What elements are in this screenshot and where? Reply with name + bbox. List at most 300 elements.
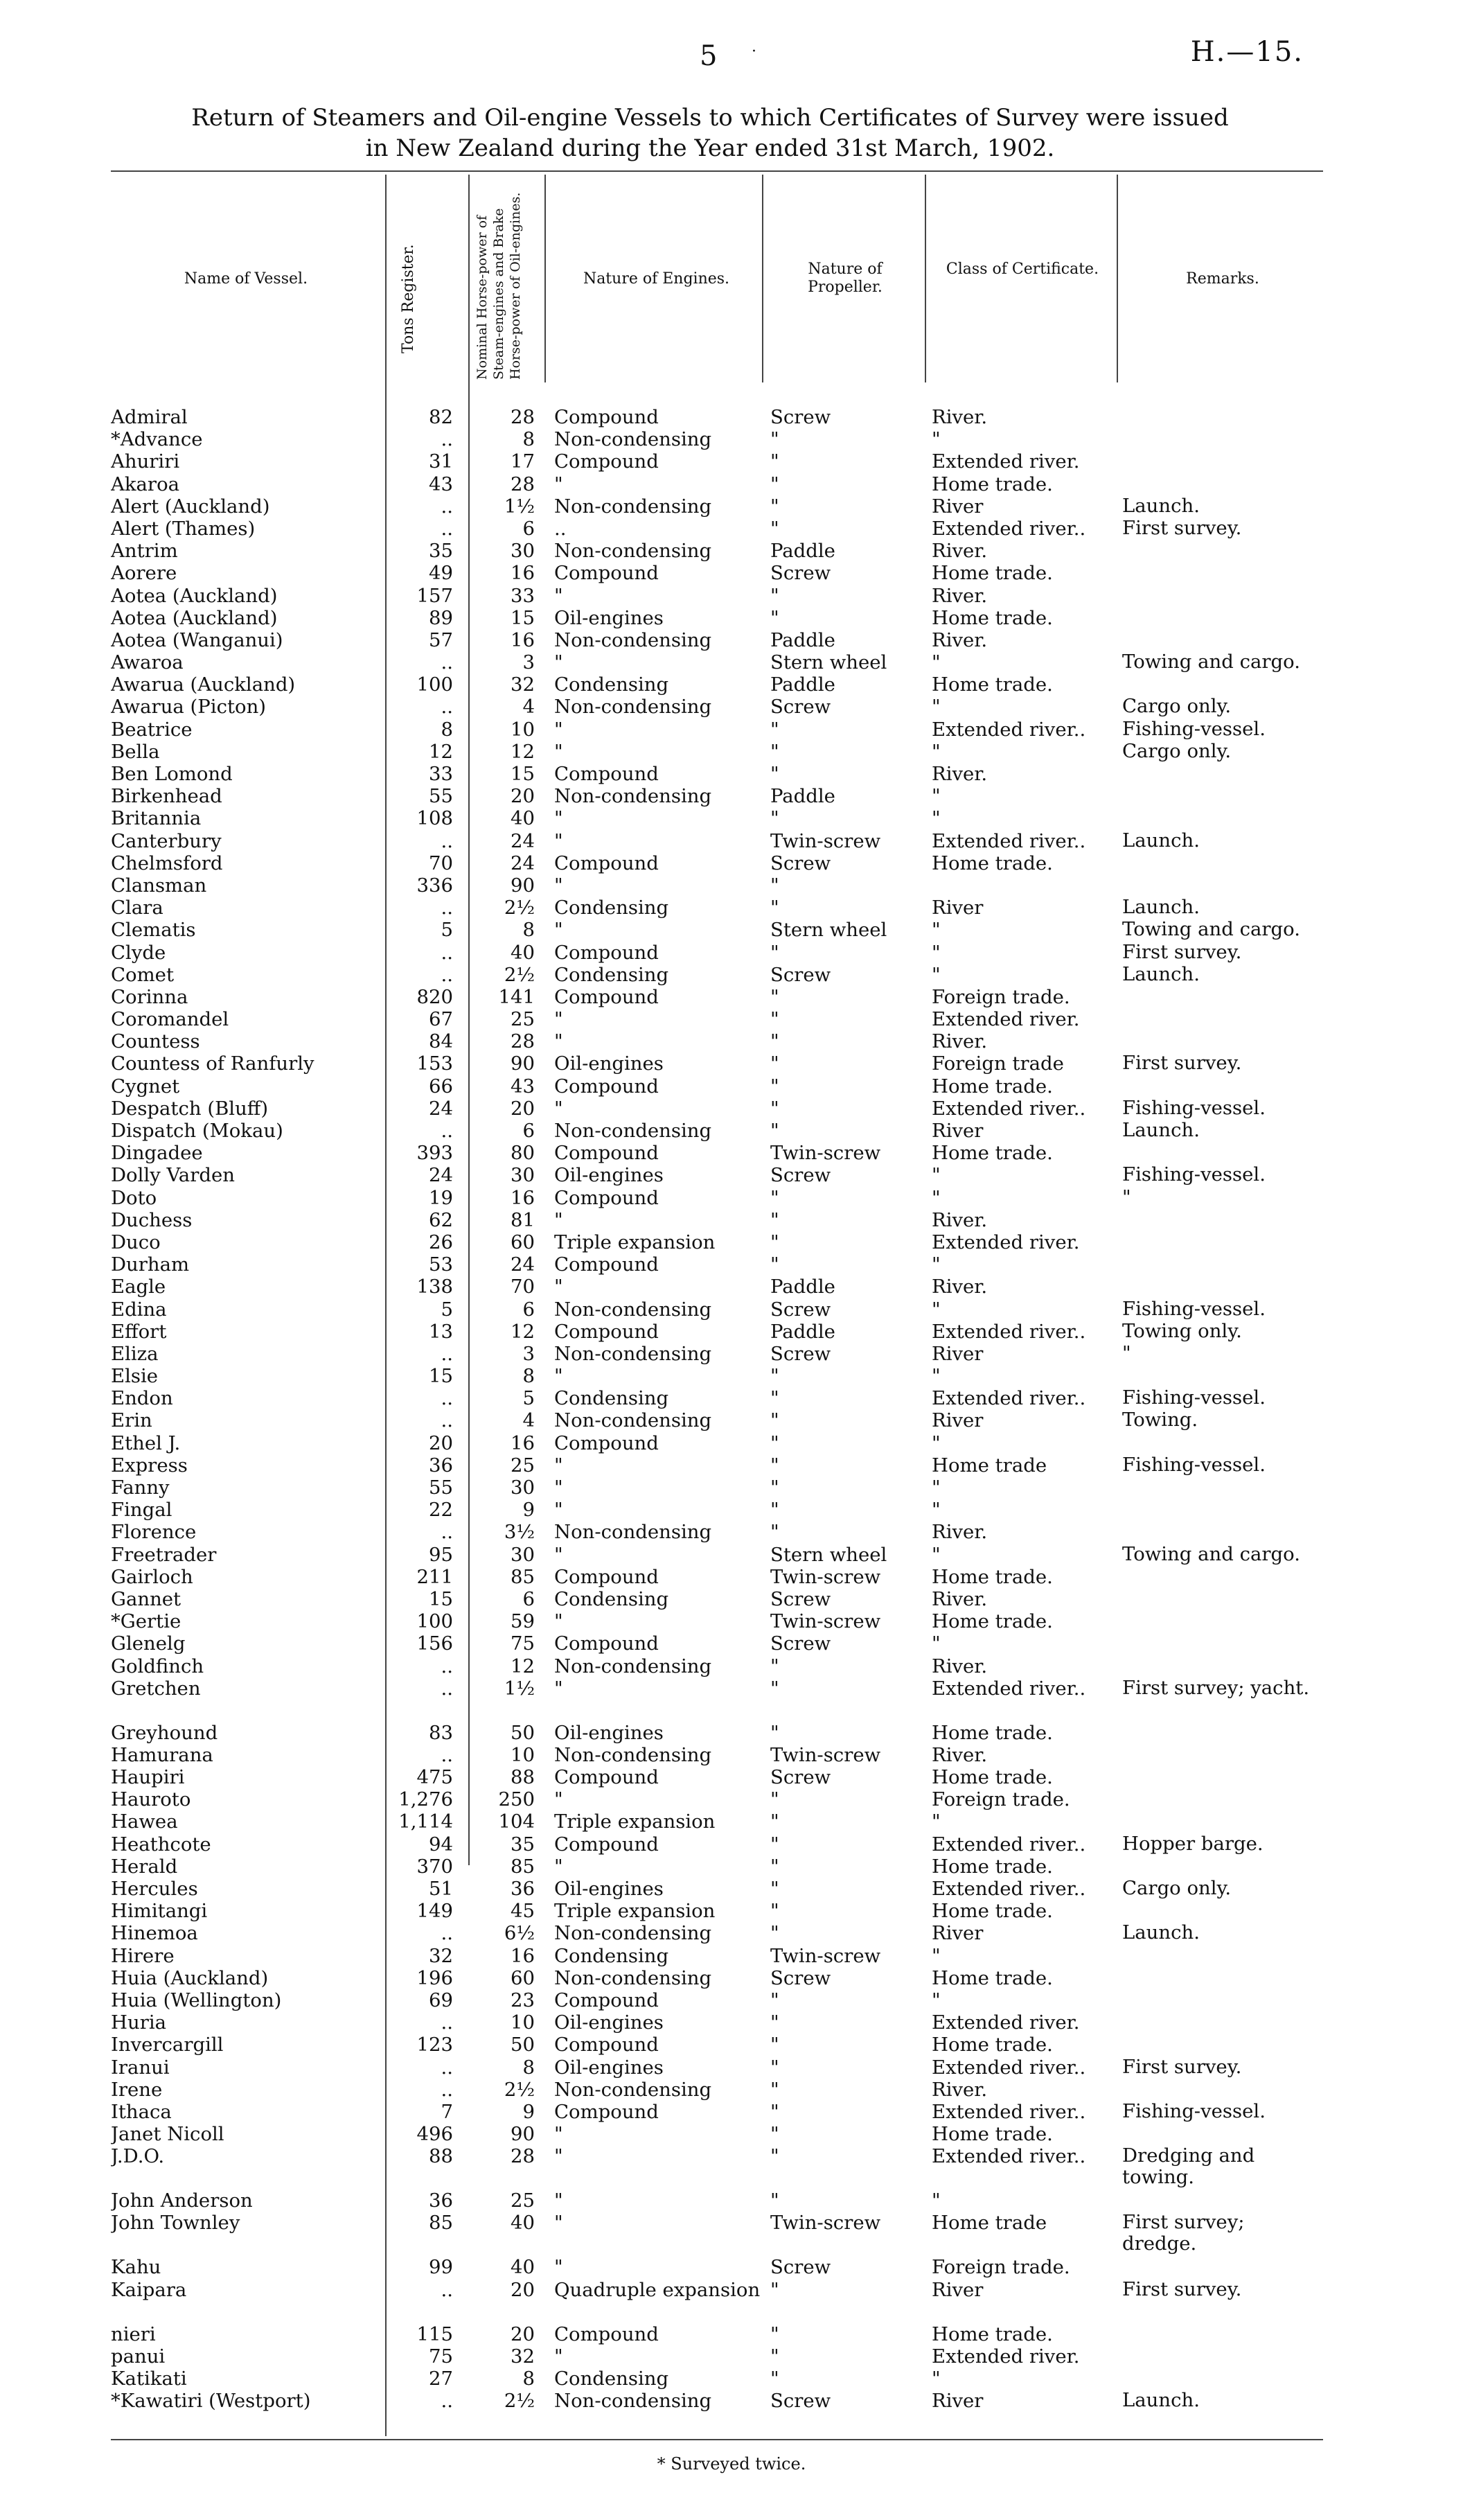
- certificate-class: ": [932, 1431, 941, 1454]
- table-row: [0, 719, 1463, 741]
- nature-of-engines: ": [554, 807, 563, 830]
- nature-of-engines: Condensing: [554, 1387, 669, 1410]
- tons-register: 95: [429, 1543, 453, 1566]
- vessel-name: Despatch (Bluff): [111, 1097, 269, 1120]
- certificate-class: ": [932, 1989, 941, 2011]
- title-line-2: in New Zealand during the Year ended 31st March, 1902.: [365, 134, 1055, 162]
- nature-of-engines: Condensing: [554, 1944, 669, 1967]
- nature-of-engines: ": [554, 1543, 563, 1566]
- horse-power: 23: [511, 1989, 535, 2011]
- table-row: [0, 1544, 1463, 1566]
- certificate-class: River: [932, 2278, 984, 2301]
- vessel-name: John Anderson: [111, 2189, 253, 2212]
- certificate-class: River: [932, 495, 984, 518]
- tons-register: ..: [441, 2011, 453, 2034]
- nature-of-engines: Compound: [554, 1186, 659, 1209]
- vessel-name: Ethel J.: [111, 1431, 181, 1454]
- remarks: Fishing-vessel.: [1122, 1453, 1266, 1476]
- table-row: [0, 473, 1463, 495]
- vessel-name: Clyde: [111, 941, 166, 964]
- tons-register: 36: [429, 1454, 453, 1477]
- certificate-class: ": [932, 963, 941, 986]
- nature-of-propeller: Screw: [770, 1632, 831, 1655]
- tons-register: ..: [441, 495, 453, 518]
- vessel-name: Irene: [111, 2078, 163, 2101]
- nature-of-propeller: ": [770, 2345, 779, 2368]
- nature-of-propeller: Screw: [770, 852, 831, 874]
- table-row: [0, 1878, 1463, 1900]
- nature-of-propeller: ": [770, 1097, 779, 1120]
- horse-power: 141: [498, 985, 535, 1008]
- vessel-name: Hirere: [111, 1944, 175, 1967]
- certificate-class: Foreign trade.: [932, 2256, 1070, 2279]
- table-bottom-rule: [111, 2439, 1323, 2440]
- table-row: [0, 2034, 1463, 2056]
- nature-of-propeller: ": [770, 2078, 779, 2101]
- certificate-class: Extended river..: [932, 1387, 1086, 1410]
- nature-of-engines: Non-condensing: [554, 1298, 712, 1321]
- vessel-name: Huia (Wellington): [111, 1989, 282, 2011]
- table-row: [0, 1276, 1463, 1298]
- nature-of-engines: Compound: [554, 1320, 659, 1343]
- vessel-name: Admiral: [111, 406, 188, 428]
- table-row: [0, 1856, 1463, 1878]
- table-row: [0, 1075, 1463, 1098]
- horse-power: 20: [511, 2323, 535, 2345]
- tons-register: 66: [429, 1075, 453, 1098]
- column-divider: [925, 175, 926, 382]
- certificate-class: Extended river..: [932, 2145, 1086, 2168]
- horse-power: 10: [511, 718, 535, 741]
- horse-power: 8: [522, 2368, 535, 2390]
- certificate-class: ": [932, 1499, 941, 1522]
- tons-register: 99: [429, 2256, 453, 2279]
- nature-of-propeller: ": [770, 1855, 779, 1878]
- horse-power: 1½: [504, 1677, 535, 1700]
- vessel-name: Eagle: [111, 1276, 166, 1298]
- nature-of-propeller: Twin-screw: [770, 1944, 881, 1967]
- nature-of-propeller: Screw: [770, 696, 831, 719]
- horse-power: 16: [511, 1431, 535, 1454]
- nature-of-propeller: ": [770, 1989, 779, 2011]
- column-divider: [1117, 175, 1118, 382]
- tons-register: 5: [441, 1298, 453, 1321]
- remarks: Launch.: [1122, 1119, 1200, 1141]
- certificate-class: Home trade: [932, 2212, 1047, 2235]
- tons-register: 370: [416, 1855, 453, 1878]
- certificate-class: ": [932, 740, 941, 763]
- nature-of-propeller: ": [770, 1521, 779, 1544]
- horse-power: 24: [511, 829, 535, 852]
- nature-of-propeller: Twin-screw: [770, 829, 881, 852]
- vessel-name: Ithaca: [111, 2100, 172, 2123]
- table-row: [0, 741, 1463, 763]
- certificate-class: River.: [932, 1030, 988, 1053]
- vessel-name: Cygnet: [111, 1075, 180, 1098]
- certificate-class: River.: [932, 406, 988, 428]
- nature-of-propeller: ": [770, 1477, 779, 1499]
- vessel-name: John Townley: [111, 2212, 240, 2235]
- certificate-class: ": [932, 428, 941, 451]
- nature-of-propeller: Screw: [770, 2390, 831, 2413]
- vessel-name: Glenelg: [111, 1632, 186, 1655]
- nature-of-engines: Non-condensing: [554, 2078, 712, 2101]
- vessel-name: Katikati: [111, 2368, 187, 2390]
- horse-power: 12: [511, 1320, 535, 1343]
- tons-register: 13: [429, 1320, 453, 1343]
- horse-power: 81: [511, 1208, 535, 1231]
- horse-power: 25: [511, 1008, 535, 1031]
- vessel-name: Doto: [111, 1186, 157, 1209]
- vessel-name: Duchess: [111, 1208, 193, 1231]
- certificate-class: ": [932, 1164, 941, 1187]
- table-row: [0, 1632, 1463, 1655]
- table-row: [0, 942, 1463, 964]
- nature-of-engines: Oil-engines: [554, 1878, 664, 1900]
- horse-power: 59: [511, 1610, 535, 1633]
- tons-register: 138: [416, 1276, 453, 1298]
- remarks: Fishing-vessel.: [1122, 1297, 1266, 1320]
- horse-power: 2½: [504, 963, 535, 986]
- vessel-name: Alert (Auckland): [111, 495, 270, 518]
- certificate-class: ": [932, 1298, 941, 1321]
- certificate-class: ": [932, 1632, 941, 1655]
- nature-of-engines: Oil-engines: [554, 606, 664, 629]
- tons-register: 27: [429, 2368, 453, 2390]
- nature-of-engines: Compound: [554, 985, 659, 1008]
- table-row: [0, 1008, 1463, 1030]
- remarks: First survey.: [1122, 2055, 1242, 2078]
- nature-of-propeller: ": [770, 1454, 779, 1477]
- vessel-name: *Advance: [111, 428, 203, 451]
- vessel-name: nieri: [111, 2323, 156, 2345]
- remarks: First survey.: [1122, 516, 1242, 539]
- tons-register: 55: [429, 785, 453, 808]
- nature-of-propeller: Twin-screw: [770, 2212, 881, 2235]
- remarks: First survey.: [1122, 940, 1242, 963]
- tons-register: 496: [416, 2123, 453, 2146]
- vessel-name: Gretchen: [111, 1677, 201, 1700]
- table-row: [0, 428, 1463, 450]
- table-row: [0, 1788, 1463, 1810]
- table-row: [0, 2345, 1463, 2368]
- certificate-class: Extended river.: [932, 2011, 1080, 2034]
- certificate-class: River.: [932, 584, 988, 607]
- horse-power: 60: [511, 1231, 535, 1253]
- horse-power: 6: [522, 517, 535, 540]
- table-row: [0, 1588, 1463, 1610]
- horse-power: 28: [511, 406, 535, 428]
- table-row: [0, 1253, 1463, 1276]
- vessel-name: Kaipara: [111, 2278, 187, 2301]
- horse-power: 5: [522, 1387, 535, 1410]
- horse-power: 2½: [504, 2078, 535, 2101]
- vessel-name: Greyhound: [111, 1721, 218, 1744]
- certificate-class: River.: [932, 1276, 988, 1298]
- horse-power: 12: [511, 1655, 535, 1677]
- table-row: [0, 1945, 1463, 1967]
- remarks: Fishing-vessel.: [1122, 1163, 1266, 1186]
- vessel-name: Antrim: [111, 540, 178, 563]
- horse-power: 85: [511, 1565, 535, 1588]
- horse-power: 8: [522, 919, 535, 942]
- tons-register: 1,276: [398, 1788, 453, 1811]
- table-row: [0, 1030, 1463, 1052]
- nature-of-engines: Non-condensing: [554, 1342, 712, 1365]
- table-row: [0, 1810, 1463, 1833]
- vessel-name: Birkenhead: [111, 785, 222, 808]
- horse-power: 88: [511, 1766, 535, 1789]
- nature-of-propeller: ": [770, 428, 779, 451]
- horse-power: 2½: [504, 2390, 535, 2413]
- column-header-propeller: Nature of Propeller.: [808, 261, 883, 296]
- nature-of-propeller: Screw: [770, 963, 831, 986]
- nature-of-propeller: ": [770, 2123, 779, 2146]
- certificate-class: ": [932, 1543, 941, 1566]
- nature-of-engines: Compound: [554, 763, 659, 785]
- horse-power: 35: [511, 1833, 535, 1856]
- vessel-name: Freetrader: [111, 1543, 217, 1566]
- nature-of-propeller: ": [770, 1253, 779, 1276]
- horse-power: 28: [511, 473, 535, 495]
- certificate-class: Extended river..: [932, 829, 1086, 852]
- horse-power: 36: [511, 1878, 535, 1900]
- nature-of-engines: ": [554, 1454, 563, 1477]
- vessel-name: Akaroa: [111, 473, 180, 495]
- horse-power: 8: [522, 428, 535, 451]
- table-top-rule: [111, 170, 1323, 172]
- nature-of-engines: ": [554, 1097, 563, 1120]
- nature-of-propeller: ": [770, 1677, 779, 1700]
- horse-power: 32: [511, 673, 535, 696]
- remarks: Fishing-vessel.: [1122, 2099, 1266, 2122]
- nature-of-engines: ": [554, 1788, 563, 1811]
- horse-power: 25: [511, 1454, 535, 1477]
- certificate-class: Home trade: [932, 1454, 1047, 1477]
- tons-register: 156: [416, 1632, 453, 1655]
- table-row: [0, 1833, 1463, 1856]
- nature-of-engines: ": [554, 1208, 563, 1231]
- table-row: [0, 651, 1463, 673]
- horse-power: 2½: [504, 897, 535, 919]
- nature-of-propeller: ": [770, 1365, 779, 1388]
- table-row: [0, 2256, 1463, 2278]
- nature-of-engines: Non-condensing: [554, 1521, 712, 1544]
- tons-register: 85: [429, 2212, 453, 2235]
- nature-of-propeller: ": [770, 1208, 779, 1231]
- nature-of-propeller: ": [770, 1431, 779, 1454]
- tons-register: 108: [416, 807, 453, 830]
- nature-of-propeller: ": [770, 2145, 779, 2168]
- tons-register: 12: [429, 740, 453, 763]
- certificate-class: Home trade.: [932, 1565, 1053, 1588]
- tons-register: 88: [429, 2145, 453, 2168]
- tons-register: 475: [416, 1766, 453, 1789]
- vessel-name: Ahuriri: [111, 450, 180, 473]
- vessel-name: Kahu: [111, 2256, 161, 2279]
- horse-power: 10: [511, 1743, 535, 1766]
- nature-of-engines: ": [554, 1030, 563, 1053]
- remarks: First survey.: [1122, 2277, 1242, 2300]
- page-number-dot: ·: [752, 43, 756, 60]
- vessel-name: Herald: [111, 1855, 178, 1878]
- vessel-name: Aorere: [111, 562, 177, 585]
- nature-of-engines: Non-condensing: [554, 2390, 712, 2413]
- horse-power: 3: [522, 651, 535, 674]
- tons-register: ..: [441, 963, 453, 986]
- nature-of-propeller: ": [770, 1409, 779, 1432]
- nature-of-engines: Compound: [554, 1431, 659, 1454]
- horse-power: 3½: [504, 1521, 535, 1544]
- horse-power: 70: [511, 1276, 535, 1298]
- horse-power: 15: [511, 763, 535, 785]
- horse-power: 4: [522, 696, 535, 719]
- table-row: [0, 1321, 1463, 1343]
- vessel-name: Awarua (Auckland): [111, 673, 296, 696]
- vessel-name: Hawea: [111, 1810, 178, 1833]
- vessel-name: Hinemoa: [111, 1922, 198, 1945]
- certificate-class: Home trade.: [932, 473, 1053, 495]
- tons-register: 62: [429, 1208, 453, 1231]
- nature-of-propeller: Screw: [770, 2256, 831, 2279]
- horse-power: 32: [511, 2345, 535, 2368]
- nature-of-propeller: ": [770, 1922, 779, 1945]
- remarks: Hopper barge.: [1122, 1832, 1264, 1855]
- vessel-name: Fanny: [111, 1477, 170, 1499]
- nature-of-engines: ": [554, 2145, 563, 2168]
- nature-of-propeller: ": [770, 584, 779, 607]
- table-row: [0, 1164, 1463, 1186]
- nature-of-propeller: ": [770, 1387, 779, 1410]
- nature-of-engines: ": [554, 2345, 563, 2368]
- tons-register: 196: [416, 1966, 453, 1989]
- tons-register: ..: [441, 1677, 453, 1700]
- horse-power: 24: [511, 1253, 535, 1276]
- vessel-name: Clansman: [111, 874, 207, 897]
- horse-power: 9: [522, 1499, 535, 1522]
- title-line-1: Return of Steamers and Oil-engine Vessels to which Certificates of Survey were issued: [191, 104, 1229, 132]
- vessel-name: Effort: [111, 1320, 167, 1343]
- vessel-name: Gairloch: [111, 1565, 193, 1588]
- table-row: [0, 1387, 1463, 1409]
- vessel-name: Hauroto: [111, 1788, 191, 1811]
- nature-of-propeller: ": [770, 1810, 779, 1833]
- nature-of-propeller: ": [770, 1878, 779, 1900]
- certificate-class: Extended river.: [932, 1008, 1080, 1031]
- vessel-name: Dolly Varden: [111, 1164, 235, 1187]
- table-row: [0, 1610, 1463, 1632]
- tons-register: 67: [429, 1008, 453, 1031]
- certificate-class: ": [932, 696, 941, 719]
- nature-of-engines: Compound: [554, 1253, 659, 1276]
- vessel-name: Janet Nicoll: [111, 2123, 224, 2146]
- nature-of-engines: Triple expansion: [554, 1900, 716, 1923]
- vessel-name: Countess: [111, 1030, 200, 1053]
- certificate-class: Home trade.: [932, 2323, 1053, 2345]
- column-header-hp: Nominal Horse-power of Steam-engines and Brake Horse-power of Oil-engines.: [475, 192, 523, 380]
- tons-register: ..: [441, 941, 453, 964]
- table-row: [0, 1566, 1463, 1588]
- horse-power: 60: [511, 1966, 535, 1989]
- nature-of-propeller: ": [770, 2189, 779, 2212]
- tons-register: 115: [416, 2323, 453, 2345]
- vessel-name: Dispatch (Mokau): [111, 1120, 283, 1142]
- vessel-name: Huria: [111, 2011, 167, 2034]
- horse-power: 75: [511, 1632, 535, 1655]
- certificate-class: River: [932, 1922, 984, 1945]
- vessel-name: J.D.O.: [111, 2145, 165, 2168]
- certificate-class: Extended river..: [932, 1677, 1086, 1700]
- nature-of-engines: Compound: [554, 2323, 659, 2345]
- certificate-class: River: [932, 2390, 984, 2413]
- table-row: [0, 2390, 1463, 2412]
- tons-register: ..: [441, 651, 453, 674]
- certificate-class: Extended river..: [932, 1097, 1086, 1120]
- table-row: [0, 2011, 1463, 2034]
- remarks: Launch.: [1122, 494, 1200, 517]
- horse-power: 40: [511, 807, 535, 830]
- vessel-name: panui: [111, 2345, 166, 2368]
- vessel-table-body: [0, 406, 1463, 2412]
- nature-of-engines: ": [554, 584, 563, 607]
- nature-of-engines: ": [554, 829, 563, 852]
- nature-of-propeller: Twin-screw: [770, 1610, 881, 1633]
- certificate-class: ": [932, 1186, 941, 1209]
- certificate-class: River.: [932, 763, 988, 785]
- nature-of-propeller: ": [770, 2323, 779, 2345]
- tons-register: 36: [429, 2189, 453, 2212]
- horse-power: 12: [511, 740, 535, 763]
- tons-register: 26: [429, 1231, 453, 1253]
- tons-register: ..: [441, 2278, 453, 2301]
- horse-power: 6: [522, 1120, 535, 1142]
- horse-power: 24: [511, 852, 535, 874]
- table-row: [0, 830, 1463, 852]
- certificate-class: Home trade.: [932, 1142, 1053, 1165]
- certificate-class: River: [932, 1120, 984, 1142]
- certificate-class: Extended river..: [932, 2100, 1086, 2123]
- nature-of-propeller: ": [770, 763, 779, 785]
- nature-of-engines: Oil-engines: [554, 2011, 664, 2034]
- nature-of-propeller: Twin-screw: [770, 1565, 881, 1588]
- tons-register: 75: [429, 2345, 453, 2368]
- remarks: Fishing-vessel.: [1122, 1096, 1266, 1119]
- horse-power: 45: [511, 1900, 535, 1923]
- table-row: [0, 1142, 1463, 1164]
- tons-register: ..: [441, 2056, 453, 2079]
- tons-register: 31: [429, 450, 453, 473]
- nature-of-propeller: ": [770, 807, 779, 830]
- nature-of-propeller: ": [770, 1900, 779, 1923]
- nature-of-propeller: ": [770, 1833, 779, 1856]
- nature-of-engines: Oil-engines: [554, 2056, 664, 2079]
- certificate-class: ": [932, 785, 941, 808]
- footnote: * Surveyed twice.: [657, 2454, 806, 2474]
- certificate-class: River: [932, 1342, 984, 1365]
- horse-power: 8: [522, 2056, 535, 2079]
- table-row: [0, 1744, 1463, 1766]
- table-row: [0, 763, 1463, 785]
- certificate-class: River.: [932, 628, 988, 651]
- certificate-class: Home trade.: [932, 1766, 1053, 1789]
- nature-of-engines: Oil-engines: [554, 1721, 664, 1744]
- horse-power: 28: [511, 1030, 535, 1053]
- tons-register: 211: [416, 1565, 453, 1588]
- table-row: [0, 1989, 1463, 2011]
- nature-of-engines: Condensing: [554, 673, 669, 696]
- nature-of-propeller: Screw: [770, 1587, 831, 1610]
- table-row: [0, 2056, 1463, 2079]
